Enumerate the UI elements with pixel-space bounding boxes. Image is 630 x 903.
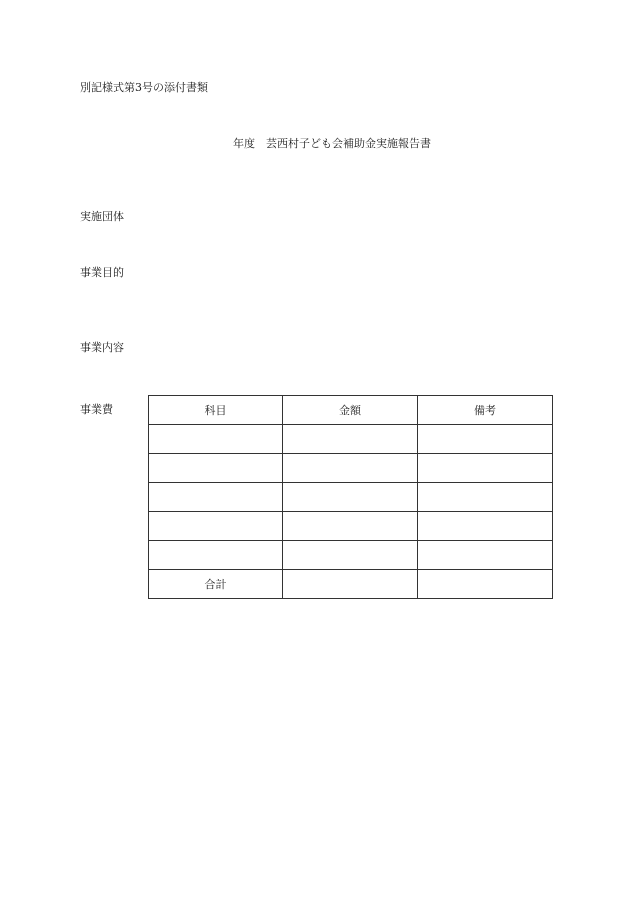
header-amount: 金額 [283,396,418,425]
organization-label: 実施団体 [80,210,124,223]
cost-table [148,395,553,599]
cell-remarks [418,512,553,541]
cell-amount [283,483,418,512]
cost-label: 事業費 [80,403,113,416]
cell-item [149,483,283,512]
total-remarks [418,570,553,599]
cell-item [149,512,283,541]
cell-remarks [418,425,553,454]
table-row [149,483,553,512]
header-item: 科目 [149,396,283,425]
form-reference: 別記様式第3号の添付書類 [80,81,208,94]
cell-remarks [418,483,553,512]
total-label: 合計 [149,570,283,599]
table-row [149,512,553,541]
total-row [149,570,553,599]
cell-item [149,425,283,454]
cell-amount [283,512,418,541]
cell-remarks [418,454,553,483]
cell-amount [283,454,418,483]
table-row [149,425,553,454]
table-header-row [149,396,553,425]
cell-item [149,541,283,570]
cell-amount [283,425,418,454]
table-row [149,541,553,570]
table-row [149,454,553,483]
header-remarks: 備考 [418,396,553,425]
purpose-label: 事業目的 [80,266,124,279]
cell-amount [283,541,418,570]
content-label: 事業内容 [80,341,124,354]
document-title: 年度 芸西村子ども会補助金実施報告書 [233,137,431,150]
total-amount [283,570,418,599]
cell-item [149,454,283,483]
cell-remarks [418,541,553,570]
